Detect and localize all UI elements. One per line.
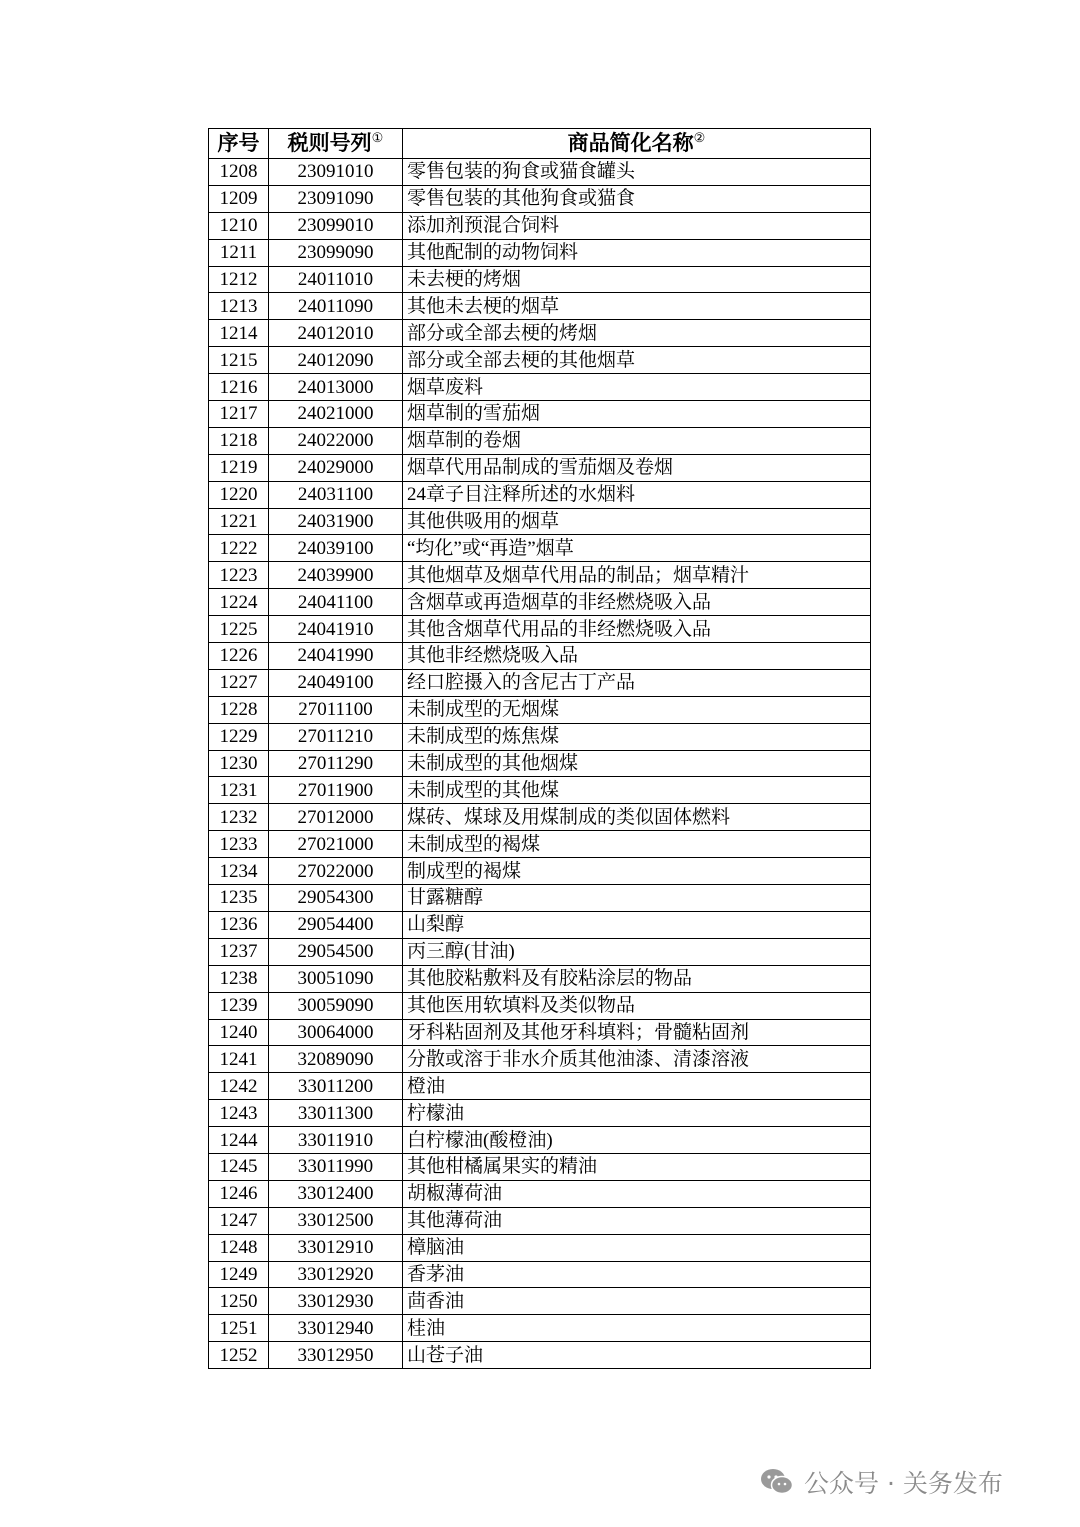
product-name-cell: 烟草废料 [403, 374, 871, 401]
seq-cell: 1209 [209, 185, 269, 212]
table-row [209, 804, 871, 831]
table-row [209, 1019, 871, 1046]
table-body [209, 159, 871, 1369]
table-row [209, 1207, 871, 1234]
tariff-code-cell: 23099010 [269, 212, 403, 239]
table-row [209, 911, 871, 938]
tariff-code-cell: 33011300 [269, 1100, 403, 1127]
tariff-code-cell: 33012920 [269, 1261, 403, 1288]
tariff-code-cell: 30051090 [269, 965, 403, 992]
table-row [209, 212, 871, 239]
tariff-code-cell: 24029000 [269, 454, 403, 481]
tariff-code-cell: 29054400 [269, 911, 403, 938]
table-row [209, 508, 871, 535]
product-name-cell: 烟草代用品制成的雪茄烟及卷烟 [403, 454, 871, 481]
product-name-cell: 其他含烟草代用品的非经燃烧吸入品 [403, 616, 871, 643]
tariff-code-cell: 33012930 [269, 1288, 403, 1315]
tariff-code-cell: 33011910 [269, 1127, 403, 1154]
product-name-cell: 牙科粘固剂及其他牙科填料；骨髓粘固剂 [403, 1019, 871, 1046]
tariff-code-cell: 33012400 [269, 1180, 403, 1207]
table-row [209, 320, 871, 347]
seq-cell: 1226 [209, 643, 269, 670]
seq-cell: 1218 [209, 427, 269, 454]
table-row [209, 669, 871, 696]
table-row [209, 535, 871, 562]
product-name-cell: 24章子目注释所述的水烟料 [403, 481, 871, 508]
seq-cell: 1212 [209, 266, 269, 293]
seq-cell: 1242 [209, 1073, 269, 1100]
table-row [209, 1342, 871, 1369]
seq-cell: 1238 [209, 965, 269, 992]
seq-cell: 1217 [209, 401, 269, 428]
product-name-cell: 山苍子油 [403, 1342, 871, 1369]
header-seq-label: 序号 [217, 131, 260, 155]
product-name-cell: 白柠檬油(酸橙油) [403, 1127, 871, 1154]
product-name-cell: 柠檬油 [403, 1100, 871, 1127]
product-name-cell: 未制成型的褐煤 [403, 831, 871, 858]
product-name-cell: 其他胶粘敷料及有胶粘涂层的物品 [403, 965, 871, 992]
tariff-code-cell: 33012940 [269, 1315, 403, 1342]
product-name-cell: 部分或全部去梗的烤烟 [403, 320, 871, 347]
tariff-code-cell: 33011990 [269, 1153, 403, 1180]
table-row [209, 1046, 871, 1073]
table-row [209, 589, 871, 616]
tariff-code-cell: 27011210 [269, 723, 403, 750]
watermark [760, 1462, 1003, 1502]
product-name-cell: 丙三醇(甘油) [403, 938, 871, 965]
seq-cell: 1236 [209, 911, 269, 938]
seq-cell: 1249 [209, 1261, 269, 1288]
seq-cell: 1213 [209, 293, 269, 320]
header-name [403, 129, 871, 159]
seq-cell: 1235 [209, 885, 269, 912]
seq-cell: 1237 [209, 938, 269, 965]
seq-cell: 1232 [209, 804, 269, 831]
tariff-code-cell: 24011090 [269, 293, 403, 320]
product-name-cell: 制成型的褐煤 [403, 858, 871, 885]
seq-cell: 1227 [209, 669, 269, 696]
table-row [209, 347, 871, 374]
table-row [209, 427, 871, 454]
tariff-code-cell: 24013000 [269, 374, 403, 401]
tariff-code-cell: 24012090 [269, 347, 403, 374]
seq-cell: 1239 [209, 992, 269, 1019]
tariff-code-cell: 33012500 [269, 1207, 403, 1234]
product-name-cell: 经口腔摄入的含尼古丁产品 [403, 669, 871, 696]
seq-cell: 1247 [209, 1207, 269, 1234]
tariff-code-cell: 24041990 [269, 643, 403, 670]
table-row [209, 858, 871, 885]
product-name-cell: 山梨醇 [403, 911, 871, 938]
table-row [209, 159, 871, 186]
table-row [209, 750, 871, 777]
table-row [209, 938, 871, 965]
product-name-cell: 零售包装的其他狗食或猫食 [403, 185, 871, 212]
table-row [209, 1261, 871, 1288]
seq-cell: 1250 [209, 1288, 269, 1315]
seq-cell: 1240 [209, 1019, 269, 1046]
product-name-cell: 添加剂预混合饲料 [403, 212, 871, 239]
header-name-label: 商品简化名称 [567, 131, 694, 155]
seq-cell: 1228 [209, 696, 269, 723]
seq-cell: 1222 [209, 535, 269, 562]
product-name-cell: 未去梗的烤烟 [403, 266, 871, 293]
table-row [209, 723, 871, 750]
product-name-cell: 其他柑橘属果实的精油 [403, 1153, 871, 1180]
seq-cell: 1216 [209, 374, 269, 401]
table-row [209, 239, 871, 266]
seq-cell: 1246 [209, 1180, 269, 1207]
watermark-text: 公众号 · 关务发布 [804, 1469, 1003, 1498]
tariff-code-cell: 24041100 [269, 589, 403, 616]
table-row [209, 1073, 871, 1100]
seq-cell: 1223 [209, 562, 269, 589]
product-name-cell: 其他配制的动物饲料 [403, 239, 871, 266]
seq-cell: 1231 [209, 777, 269, 804]
seq-cell: 1245 [209, 1153, 269, 1180]
tariff-code-cell: 24039100 [269, 535, 403, 562]
seq-cell: 1230 [209, 750, 269, 777]
header-seq [209, 129, 269, 159]
table-row [209, 481, 871, 508]
product-name-cell: 其他烟草及烟草代用品的制品；烟草精汁 [403, 562, 871, 589]
wechat-icon [760, 1467, 794, 1497]
product-name-cell: 烟草制的卷烟 [403, 427, 871, 454]
table-row [209, 831, 871, 858]
tariff-code-cell: 24021000 [269, 401, 403, 428]
product-name-cell: 橙油 [403, 1073, 871, 1100]
seq-cell: 1215 [209, 347, 269, 374]
tariff-code-cell: 24031900 [269, 508, 403, 535]
seq-cell: 1210 [209, 212, 269, 239]
tariff-code-cell: 23099090 [269, 239, 403, 266]
tariff-code-cell: 29054300 [269, 885, 403, 912]
tariff-code-cell: 24041910 [269, 616, 403, 643]
tariff-code-cell: 33012910 [269, 1234, 403, 1261]
tariff-code-cell: 24012010 [269, 320, 403, 347]
seq-cell: 1220 [209, 481, 269, 508]
seq-cell: 1214 [209, 320, 269, 347]
product-name-cell: 含烟草或再造烟草的非经燃烧吸入品 [403, 589, 871, 616]
seq-cell: 1251 [209, 1315, 269, 1342]
table-row [209, 185, 871, 212]
tariff-code-cell: 27021000 [269, 831, 403, 858]
table-row [209, 401, 871, 428]
product-name-cell: 甘露糖醇 [403, 885, 871, 912]
table-row [209, 965, 871, 992]
header-code-footnote-mark: ① [371, 130, 384, 145]
header-row [209, 129, 871, 159]
product-name-cell: “均化”或“再造”烟草 [403, 535, 871, 562]
tariff-table [208, 128, 871, 1369]
header-code [269, 129, 403, 159]
product-name-cell: 煤砖、煤球及用煤制成的类似固体燃料 [403, 804, 871, 831]
product-name-cell: 其他薄荷油 [403, 1207, 871, 1234]
product-name-cell: 未制成型的其他煤 [403, 777, 871, 804]
seq-cell: 1208 [209, 159, 269, 186]
table-row [209, 1153, 871, 1180]
product-name-cell: 其他未去梗的烟草 [403, 293, 871, 320]
table-row [209, 374, 871, 401]
tariff-code-cell: 29054500 [269, 938, 403, 965]
seq-cell: 1241 [209, 1046, 269, 1073]
seq-cell: 1224 [209, 589, 269, 616]
seq-cell: 1219 [209, 454, 269, 481]
table-row [209, 696, 871, 723]
tariff-code-cell: 24031100 [269, 481, 403, 508]
product-name-cell: 零售包装的狗食或猫食罐头 [403, 159, 871, 186]
product-name-cell: 未制成型的无烟煤 [403, 696, 871, 723]
tariff-code-cell: 32089090 [269, 1046, 403, 1073]
tariff-code-cell: 24022000 [269, 427, 403, 454]
tariff-code-cell: 23091090 [269, 185, 403, 212]
table-row [209, 1234, 871, 1261]
product-name-cell: 樟脑油 [403, 1234, 871, 1261]
table-row [209, 1315, 871, 1342]
seq-cell: 1229 [209, 723, 269, 750]
tariff-code-cell: 27011290 [269, 750, 403, 777]
product-name-cell: 香茅油 [403, 1261, 871, 1288]
tariff-code-cell: 27022000 [269, 858, 403, 885]
product-name-cell: 桂油 [403, 1315, 871, 1342]
product-name-cell: 胡椒薄荷油 [403, 1180, 871, 1207]
tariff-code-cell: 33011200 [269, 1073, 403, 1100]
table-row [209, 1180, 871, 1207]
seq-cell: 1211 [209, 239, 269, 266]
tariff-code-cell: 27011100 [269, 696, 403, 723]
table-header [209, 129, 871, 159]
seq-cell: 1225 [209, 616, 269, 643]
table-row [209, 454, 871, 481]
tariff-code-cell: 33012950 [269, 1342, 403, 1369]
tariff-code-cell: 24039900 [269, 562, 403, 589]
table-row [209, 1288, 871, 1315]
table-row [209, 1127, 871, 1154]
table-row [209, 992, 871, 1019]
tariff-code-cell: 24049100 [269, 669, 403, 696]
seq-cell: 1248 [209, 1234, 269, 1261]
product-name-cell: 未制成型的炼焦煤 [403, 723, 871, 750]
seq-cell: 1233 [209, 831, 269, 858]
table-row [209, 616, 871, 643]
seq-cell: 1234 [209, 858, 269, 885]
product-name-cell: 其他供吸用的烟草 [403, 508, 871, 535]
table-row [209, 643, 871, 670]
tariff-code-cell: 23091010 [269, 159, 403, 186]
tariff-code-cell: 30059090 [269, 992, 403, 1019]
tariff-code-cell: 27011900 [269, 777, 403, 804]
header-name-footnote-mark: ② [693, 130, 706, 145]
tariff-code-cell: 27012000 [269, 804, 403, 831]
table-row [209, 293, 871, 320]
product-name-cell: 未制成型的其他烟煤 [403, 750, 871, 777]
product-name-cell: 其他医用软填料及类似物品 [403, 992, 871, 1019]
tariff-code-cell: 30064000 [269, 1019, 403, 1046]
product-name-cell: 茴香油 [403, 1288, 871, 1315]
product-name-cell: 烟草制的雪茄烟 [403, 401, 871, 428]
table-row [209, 1100, 871, 1127]
header-code-label: 税则号列 [287, 131, 372, 155]
table-row [209, 562, 871, 589]
table-row [209, 777, 871, 804]
product-name-cell: 部分或全部去梗的其他烟草 [403, 347, 871, 374]
seq-cell: 1243 [209, 1100, 269, 1127]
product-name-cell: 分散或溶于非水介质其他油漆、清漆溶液 [403, 1046, 871, 1073]
seq-cell: 1252 [209, 1342, 269, 1369]
tariff-code-cell: 24011010 [269, 266, 403, 293]
table-row [209, 266, 871, 293]
product-name-cell: 其他非经燃烧吸入品 [403, 643, 871, 670]
seq-cell: 1221 [209, 508, 269, 535]
seq-cell: 1244 [209, 1127, 269, 1154]
table-row [209, 885, 871, 912]
